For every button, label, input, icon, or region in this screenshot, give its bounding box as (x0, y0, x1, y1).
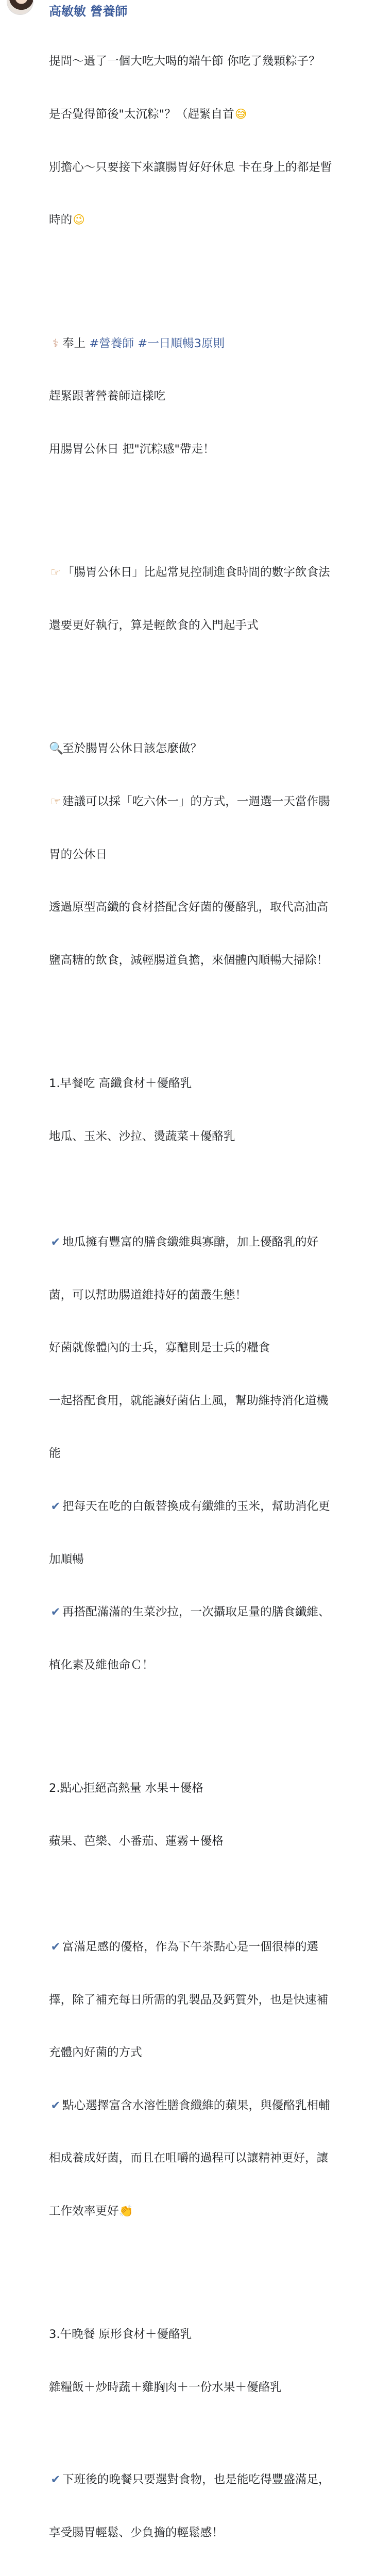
text-line: 透過原型高纖的食材搭配含好菌的優酪乳，取代高油高 (49, 901, 329, 914)
text-line: 趕緊跟著營養師這樣吃 (49, 389, 165, 403)
text-line: ✔ 點心選擇富含水溶性膳食纖維的蘋果，與優酪乳相輔 (49, 2097, 369, 2114)
hashtag-nutritionist[interactable]: #營養師 (89, 336, 134, 350)
check-mark-icon: ✔ (50, 2098, 61, 2112)
text-line: 好菌就像體內的士兵，寡醣則是士兵的糧食 (49, 1341, 270, 1355)
magnifier-icon: 🔍 (49, 742, 64, 756)
avatar[interactable] (7, 0, 33, 14)
text-line: 一起搭配食用，就能讓好菌佔上風，幫助維持消化道機 (49, 1394, 329, 1408)
section-subtitle: 地瓜、玉米、沙拉、燙蔬菜＋優酪乳 (49, 1129, 235, 1143)
text-line: ☞ 建議可以採「吃六休一」的方式，一週選一天當作腸 (49, 793, 369, 810)
author-name[interactable]: 高敏敏 營養師 (49, 4, 128, 19)
divider (49, 264, 369, 282)
section-title: 1.早餐吃 高纖食材＋優酪乳 (49, 1077, 192, 1091)
text-line: ✔ 下班後的晚餐只要選對食物，也是能吃得豐盛滿足， (49, 2471, 369, 2488)
check-mark-icon: ✔ (50, 1605, 61, 1619)
text-line: 擇，除了補充每日所需的乳製品及鈣質外，也是快速補 (49, 1993, 329, 2007)
text-line: ✔ 把每天在吃的白飯替換成有纖維的玉米，幫助消化更 (49, 1498, 369, 1515)
grinning-sweat-icon: 😅 (234, 108, 247, 122)
text-line: 充體內好菌的方式 (49, 2046, 142, 2060)
text-line: 享受腸胃輕鬆、少負擔的輕鬆感！ (49, 2526, 224, 2539)
section-subtitle: 雜糧飯＋炒時蔬＋雞胸肉＋一份水果＋優酪乳 (49, 2381, 282, 2395)
offer-line: ⚕ 奉上 #營養師 #一日順暢3原則 (49, 335, 369, 352)
text-line: 鹽高糖的飲食，減輕腸道負擔，來個體內順暢大掃除！ (49, 953, 329, 967)
wink-face-icon: 😉 (73, 213, 85, 227)
check-mark-icon: ✔ (50, 2473, 61, 2487)
divider (49, 1180, 369, 1198)
pointing-hand-icon: ☞ (50, 794, 61, 808)
text-line: 植化素及維他命Ｃ！ (49, 1658, 154, 1672)
hashtag-three-rules[interactable]: #一日順暢3原則 (138, 336, 225, 350)
section-subtitle: 蘋果、芭樂、小番茄、蓮霧＋優格 (49, 1834, 224, 1848)
text-line: 能 (49, 1447, 61, 1461)
section-title: 3.午晚餐 原形食材＋優酪乳 (49, 2328, 192, 2342)
text-line: 相成養成好菌，而且在咀嚼的過程可以讓精神更好，讓 (49, 2151, 329, 2165)
text-line: ☞ 「腸胃公休日」比起常見控制進食時間的數字飲食法 (49, 564, 369, 581)
divider (49, 669, 369, 687)
text-line: 🔍至於腸胃公休日該怎麼做？ (49, 740, 369, 757)
text-line: 還要更好執行，算是輕飲食的入門起手式 (49, 618, 259, 632)
text-line: ✔ 富滿足感的優格，作為下午茶點心是一個很棒的選 (49, 1938, 369, 1956)
divider (49, 1709, 369, 1726)
divider (49, 2432, 369, 2436)
text-line: 工作效率更好👏 (49, 2202, 369, 2220)
text-line: 用腸胃公休日 把"沉粽感"帶走！ (49, 442, 215, 456)
text-line: 菌，可以幫助腸道維持好的菌叢生態！ (49, 1288, 247, 1302)
text-line: 提問～過了一個大吃大喝的端午節 你吃了幾顆粽子？ (49, 55, 320, 69)
check-mark-icon: ✔ (50, 1940, 61, 1954)
divider (49, 1004, 369, 1022)
text-line: ✔ 地瓜擁有豐富的膳食纖維與寡醣，加上優酪乳的好 (49, 1233, 369, 1251)
check-mark-icon: ✔ (50, 1235, 61, 1249)
health-worker-icon: ⚕ (52, 336, 59, 350)
divider (49, 2256, 369, 2273)
section-title: 2.點心拒絕高熱量 水果＋優格 (49, 1782, 203, 1795)
text-line: ✔ 再搭配滿滿的生菜沙拉，一次攝取足量的膳食纖維、 (49, 1603, 369, 1621)
check-mark-icon: ✔ (50, 1499, 61, 1513)
clapping-hands-icon: 👏 (118, 2205, 133, 2218)
text-line: 加順暢 (49, 1552, 84, 1566)
text-line: 是否覺得節後"太沉粽"？（趕緊自首😅 (49, 106, 369, 123)
text-line: 別擔心～只要接下來讓腸胃好好休息 卡在身上的都是暫 (49, 160, 332, 174)
divider (49, 1885, 369, 1903)
text-line: 時的😉 (49, 211, 369, 229)
text-line: 胃的公休日 (49, 848, 107, 861)
divider (49, 493, 369, 511)
post-body (49, 18, 369, 2576)
pointing-hand-icon: ☞ (50, 566, 61, 580)
